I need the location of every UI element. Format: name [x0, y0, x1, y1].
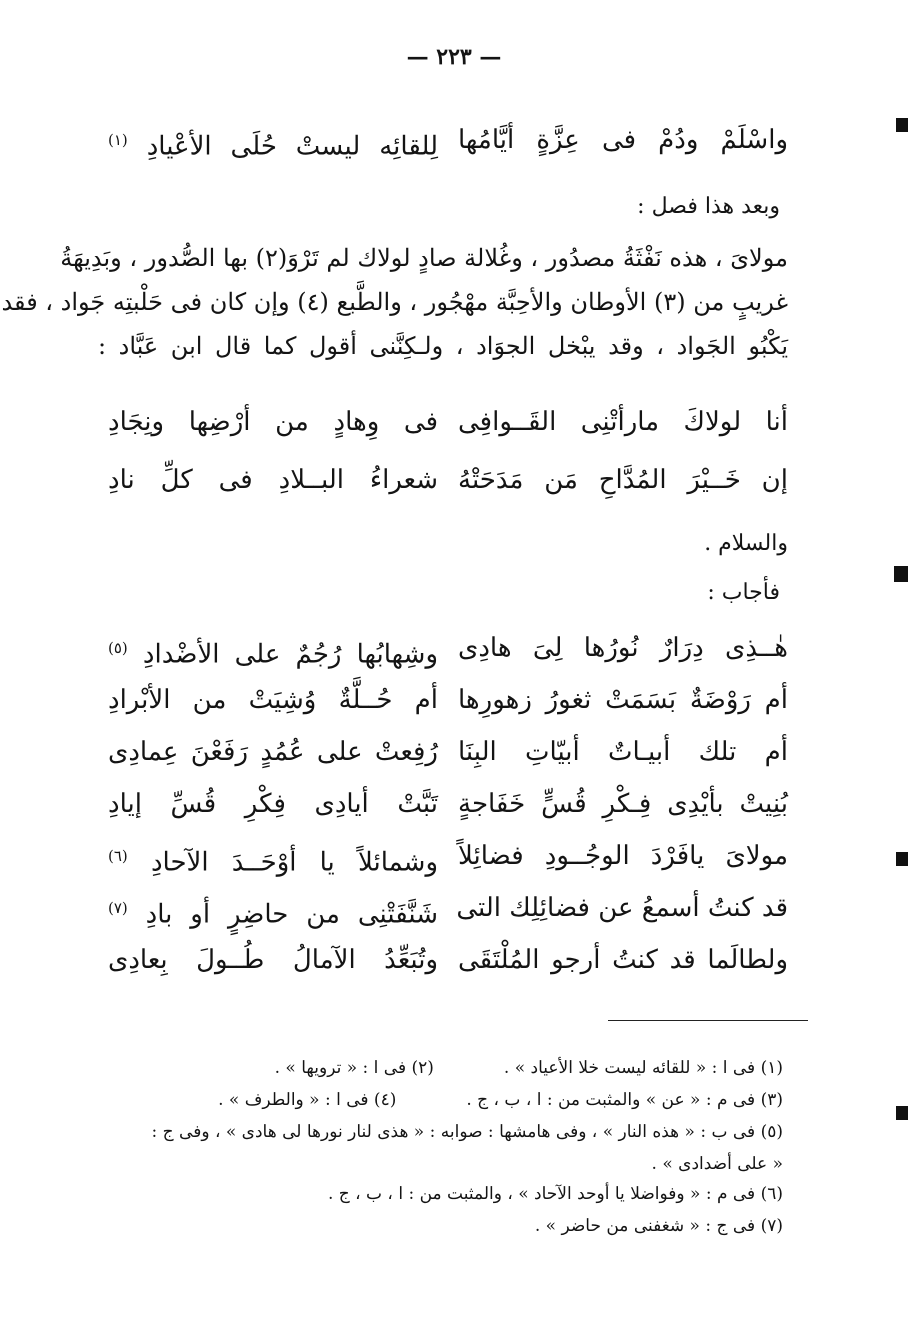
- footnote: (٦) فى م : « وفواضلا يا أوحد الآحاد » ، والمثبت من : ا ، ب ، ج .: [327, 1184, 783, 1204]
- verse-hemistich-second: تَبَّتْ أيادِى فِكْرِ قُسِّ إيادِ: [108, 789, 438, 819]
- verse-hemistich-first: إن خَــيْرَ المُدَّاحِ مَن مَدَحَتْهُ: [458, 465, 788, 495]
- verse-hemistich-first: أنا لولاكَ مارأتْنِى القَــوافِى: [458, 407, 788, 437]
- verse-hemistich-first: واسْلَمْ ودُمْ فى عِزَّةٍ أيَّامُها: [458, 125, 788, 155]
- footnote: (٧) فى ج : « شغفنى من حاضر » .: [534, 1216, 783, 1236]
- footnote-line: [93, 1120, 783, 1144]
- prose-line: يَكْبُو الجَواد ، وقد يبْخل الجوَاد ، ولـكِنَّنى أقول كما قال ابن عَبَّاد :: [98, 332, 788, 360]
- verse-line: [108, 680, 788, 720]
- verse-hemistich-first: مولاىَ يافَرْدَ الوجُــودِ فضائِلاً: [458, 841, 788, 871]
- verse-line: [108, 888, 788, 928]
- footnote: (٢) فى ا : « ترويها » .: [274, 1058, 434, 1078]
- verse-hemistich-second: أم حُــلَّةٌ وُشِيَتْ من الأبْرادِ: [108, 685, 438, 715]
- footnote-line: [93, 1152, 783, 1176]
- prose-line: غريبٍ من (٣) الأوطان والأحِبَّة مهْجُور ، والطَّبع (٤) وإن كان فى حَلْبتِه جَواد ، فقد: [1, 288, 788, 316]
- verse-line: [108, 836, 788, 876]
- verse-hemistich-second: شعراءُ البــلادِ فى كلِّ نادِ: [108, 465, 438, 495]
- verse-hemistich-text: وشمائلاً يا أوْحَــدَ الآحادِ: [150, 847, 439, 878]
- verse-hemistich-second: وتُبَعِّدُ الآمالُ طُــولَ بِعادِى: [108, 945, 438, 975]
- verse-hemistich-second: رُفِعتْ على عُمُدٍ رَفَعْنَ عِمادِى: [108, 737, 438, 767]
- footnote: (٤) فى ا : « والطرف » .: [218, 1090, 397, 1110]
- verse-hemistich-first: أم رَوْضَةٌ بَسَمَتْ ثغورُ زهورِها: [458, 685, 788, 715]
- verse-line: [108, 940, 788, 980]
- verse-hemistich-text: لِلقائِه ليستْ حُلَى الأعْيادِ: [146, 131, 438, 162]
- verse-hemistich-text: شَنَّفَتْنِى من حاضِرٍ أو بادِ: [145, 899, 439, 930]
- footnote-ref: (١): [108, 131, 128, 149]
- margin-scan-mark: [896, 852, 908, 866]
- verse-hemistich-second: [108, 836, 438, 883]
- reply-label: فأجاب :: [707, 580, 780, 605]
- verse-line: [108, 732, 788, 772]
- verse-hemistich-second: [108, 888, 438, 935]
- verse-hemistich-second: [108, 120, 438, 167]
- verse-hemistich-first: ولطالَما قد كنتُ أرجو المُلْتَقَى: [458, 945, 788, 975]
- margin-scan-mark: [896, 118, 908, 132]
- footnote-line: [93, 1182, 783, 1206]
- footnote-line: [93, 1088, 783, 1112]
- verse-line: [108, 628, 788, 668]
- verse-line: [108, 460, 788, 500]
- footnote: (٥) فى ب : « هذه النار » ، وفى هامشها : صوابه : « هذى لنار نورها لى هادى » ، وفى ج :: [151, 1122, 783, 1142]
- verse-hemistich-first: أم تلك أبيـاتٌ أبيّاتِ البِنَا: [458, 737, 788, 767]
- margin-scan-mark: [896, 1106, 908, 1120]
- margin-scan-mark: [894, 566, 908, 582]
- prose-line: مولاىَ ، هذه نَفْثَةُ مصدُور ، وغُلالة صادٍ لولاك لم تَرْوَ(٢) بها الصُّدور ، وبَدِيهَةُ: [60, 244, 788, 272]
- verse-line: [108, 120, 788, 160]
- footnote-ref: (٥): [108, 639, 128, 657]
- footnote: (١) فى ا : « للقائه ليست خلا الأعياد » .: [503, 1058, 783, 1078]
- verse-hemistich-first: قد كنتُ أسمعُ عن فضائِلِك التى: [456, 893, 788, 923]
- verse-hemistich-second: فى وِهادٍ من أرْضِها ونِجَادِ: [108, 407, 438, 437]
- footnote-ref: (٦): [108, 847, 128, 865]
- closing-text: والسلام .: [704, 531, 788, 556]
- verse-hemistich-second: [108, 628, 438, 675]
- verse-hemistich-first: بُنِيتْ بأيْدِى فِـكْرِ قُسٍّ خَفَاجةٍ: [458, 789, 788, 819]
- verse-hemistich-text: وشِهابُها رُجُمٌ على الأضْدادِ: [142, 639, 438, 670]
- prose-paragraph: [1, 236, 788, 368]
- verse-hemistich-first: هٰــذِى دِرَارٌ نُورُها لِىَ هادِى: [458, 633, 788, 663]
- page-number: — ٢٢٣ —: [406, 44, 502, 70]
- footnote: « على أضدادى » .: [651, 1154, 783, 1174]
- verse-line: [108, 402, 788, 442]
- footnote: (٣) فى م : « عن » والمثبت من : ا ، ب ، ج .: [466, 1090, 783, 1110]
- footnote-separator: [608, 1020, 808, 1021]
- section-label: وبعد هذا فصل :: [637, 194, 780, 219]
- footnote-line: [93, 1214, 783, 1238]
- footnote-ref: (٧): [108, 899, 128, 917]
- footnote-line: [93, 1056, 783, 1080]
- verse-line: [108, 784, 788, 824]
